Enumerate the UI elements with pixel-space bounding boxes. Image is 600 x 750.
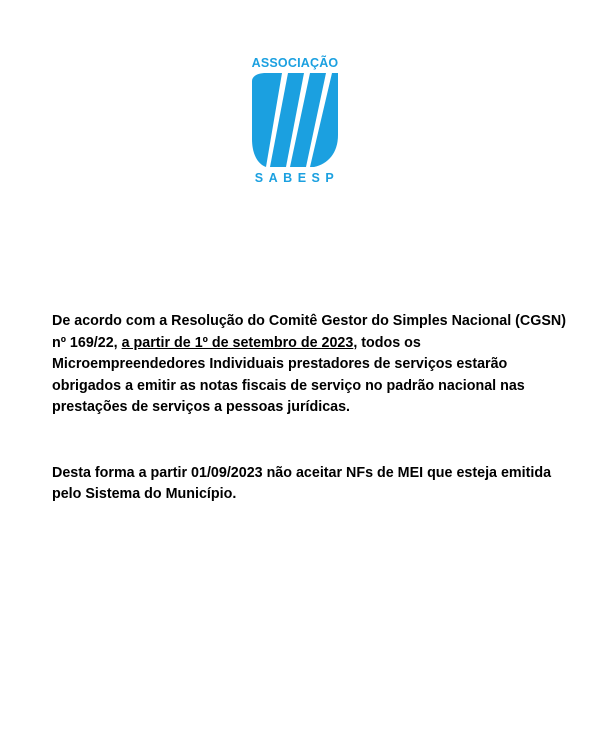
- paragraph-1-rest: , todos os Microempreendedores Individuais prestadores de serviços estarão obrigados a emitir as notas fiscais de serviço no padrão nacional nas prestações de serviços a pessoas jurídicas.: [52, 334, 525, 415]
- effective-date-highlight: a partir de 1º de setembro de 2023: [121, 334, 354, 351]
- logo-bottom-text: SABESP: [254, 171, 340, 185]
- notice-paragraph-2: Desta forma a partir 01/09/2023 não aceitar NFs de MEI que esteja emitida pelo Sistema do Município.: [52, 464, 552, 502]
- notice-body: [52, 311, 572, 506]
- paragraph-1-intro: De acordo com a Resolução do Comitê Gestor do Simples Nacional (CGSN) nº 169/22,: [52, 313, 566, 351]
- notice-paragraph-1: [52, 311, 572, 419]
- logo-stripes-icon: [252, 73, 338, 169]
- association-logo: [246, 56, 344, 186]
- logo-top-text: ASSOCIAÇÃO: [251, 56, 339, 70]
